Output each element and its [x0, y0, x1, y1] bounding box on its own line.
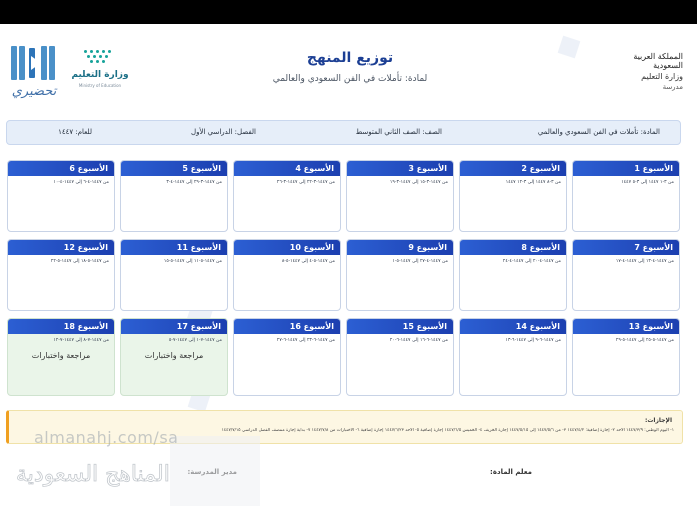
week-card — [233, 318, 341, 396]
page-title: توزيع المنهج — [306, 50, 394, 66]
moe-logo-arabic: وزارة التعليم — [71, 70, 129, 80]
week-dates: من ١٤٤٧-٣-٢٢ إلى ١٤٤٧-٣-٢٦ — [276, 180, 335, 185]
week-dates: من ١٤٤٧-٥-١١ إلى ١٤٤٧-٥-١٥ — [163, 259, 222, 264]
ksa-emblem — [613, 52, 683, 91]
info-term: الفصل: الدراسي الأول — [191, 128, 256, 136]
school-label: مدرسة — [662, 83, 683, 91]
week-card — [346, 160, 454, 232]
week-dates: من ١٤٤٧-٥-٤ إلى ١٤٤٧-٥-٨ — [281, 259, 335, 264]
weeks-grid — [6, 160, 680, 398]
tahdiri-logo — [8, 42, 60, 104]
week-title: الأسبوع 7 — [573, 240, 679, 255]
week-card — [7, 160, 115, 232]
info-subject: المادة: تأملات في الفن السعودي والعالمي — [537, 128, 660, 136]
week-dates: من ١٤٤٧-٤-٢٠ إلى ١٤٤٧-٤-٢٤ — [502, 259, 561, 264]
watermark-shape — [170, 436, 260, 506]
tahdiri-logo-text: تحضيري — [11, 84, 57, 99]
week-dates: من ٣-٨ ١٤٤٧ إلى ٣-١٢ ١٤٤٧ — [505, 180, 561, 185]
info-grade: الصف: الصف الثاني المتوسط — [355, 128, 442, 136]
week-dates: من ١٤٤٧-٣-١٥ إلى ١٤٤٧-٣-١٩ — [389, 180, 448, 185]
week-title: الأسبوع 8 — [460, 240, 566, 255]
week-dates: من ١٤٤٧-٤-١٣ إلى ١٤٤٧-٤-١٧ — [615, 259, 674, 264]
week-card — [7, 318, 115, 396]
week-dates: من ١٤٤٧-٧-٨ إلى ١٤٤٧-٧-١٢ — [53, 338, 109, 343]
week-dates: من ١٤٤٧-٦-١٦ إلى ١٤٤٧-٦-٢٠ — [389, 338, 448, 343]
week-dates: من ١٤٤٧-٦-٩ إلى ١٤٤٧-٦-١٣ — [505, 338, 561, 343]
week-title: الأسبوع 12 — [8, 240, 114, 255]
week-note: مراجعة واختبارات — [144, 351, 204, 360]
week-title: الأسبوع 15 — [347, 319, 453, 334]
week-dates: من ١٤٤٧-٤-٦ إلى ١٤٤٧-٤-١٠ — [53, 180, 109, 185]
week-title: الأسبوع 10 — [234, 240, 340, 255]
week-card — [233, 239, 341, 311]
week-card — [120, 160, 228, 232]
week-title: الأسبوع 13 — [573, 319, 679, 334]
ksa-name: المملكة العربية السعودية — [633, 52, 683, 70]
week-title: الأسبوع 1 — [573, 161, 679, 176]
course-info-bar — [6, 120, 681, 145]
week-title: الأسبوع 9 — [347, 240, 453, 255]
week-card — [572, 239, 680, 311]
week-card — [572, 160, 680, 232]
week-dates: من ١٤٤٧-٥-٢٥ إلى ١٤٤٧-٥-٢٩ — [615, 338, 674, 343]
week-dates: من ١٤٤٧-٤-٢٧ إلى ١٤٤٧-٥-١ — [392, 259, 448, 264]
watermark-url: almanahj.com/sa — [34, 428, 179, 447]
week-card — [459, 160, 567, 232]
book-icon — [11, 46, 57, 80]
week-title: الأسبوع 3 — [347, 161, 453, 176]
week-dates: من ١٤٤٧-٦-٢٣ إلى ١٤٤٧-٦-٢٧ — [276, 338, 335, 343]
info-year: للعام: ١٤٤٧ — [58, 128, 92, 136]
week-card — [120, 239, 228, 311]
week-dates: من ١٤٤٧-٥-١٨ إلى ١٤٤٧-٥-٢٢ — [50, 259, 109, 264]
week-card — [120, 318, 228, 396]
week-card — [572, 318, 680, 396]
week-title: الأسبوع 16 — [234, 319, 340, 334]
week-note: مراجعة واختبارات — [31, 351, 91, 360]
page-subtitle: لمادة: تأملات في الفن السعودي والعالمي — [272, 74, 428, 84]
ministry-of-education-logo — [70, 50, 130, 100]
holidays-text: ١- اليوم الوطني: ١٤٤٧/٣/٩ الأحد ٢- إجازة إضافية: ١٤٤٧/٤/٢ ٣- من ١٤٤٧/٥/٦ إلى ١٤٤٧/٥/١٥ إجازة الخريف ٤- الخميس ١٤٤٧/٦/٥ إجازة إضافية ٥- الأحد ١٤٤٧/٦/٢٣ إجازة إضافية ٦- الاختبارات من ١٤٤٧/٧/٨ ٧- بداية إجازة منتصف الفصل الدراسي ١٤٤٧/٧/١٥ — [221, 428, 674, 433]
moe-logo-english: Ministry of Education — [78, 83, 122, 88]
week-title: الأسبوع 14 — [460, 319, 566, 334]
week-title: الأسبوع 5 — [121, 161, 227, 176]
week-card — [233, 160, 341, 232]
week-title: الأسبوع 11 — [121, 240, 227, 255]
week-card — [7, 239, 115, 311]
week-dates: من ١٤٤٧-٣-٢٩ إلى ١٤٤٧-٤-٣ — [166, 180, 222, 185]
moe-dots-icon — [84, 50, 114, 68]
top-black-bar — [0, 0, 697, 24]
week-title: الأسبوع 6 — [8, 161, 114, 176]
ministry-name: وزارة التعليم — [641, 72, 683, 81]
week-dates: من ١٤٤٧-٧-١ إلى ١٤٤٧-٧-٥ — [168, 338, 222, 343]
week-title: الأسبوع 4 — [234, 161, 340, 176]
document-header — [0, 30, 697, 108]
holidays-label: الإجازات: — [644, 417, 672, 424]
teacher-signature-label: معلم المادة: — [490, 468, 532, 476]
week-card — [346, 318, 454, 396]
week-card — [459, 318, 567, 396]
week-card — [459, 239, 567, 311]
week-title: الأسبوع 17 — [121, 319, 227, 334]
week-dates: من ٣-١ ١٤٤٧ إلى ٣-٥ ١٤٤٧ — [621, 180, 674, 185]
week-title: الأسبوع 2 — [460, 161, 566, 176]
week-title: الأسبوع 18 — [8, 319, 114, 334]
watermark-arabic: المناهج السعودية — [16, 462, 170, 487]
week-card — [346, 239, 454, 311]
